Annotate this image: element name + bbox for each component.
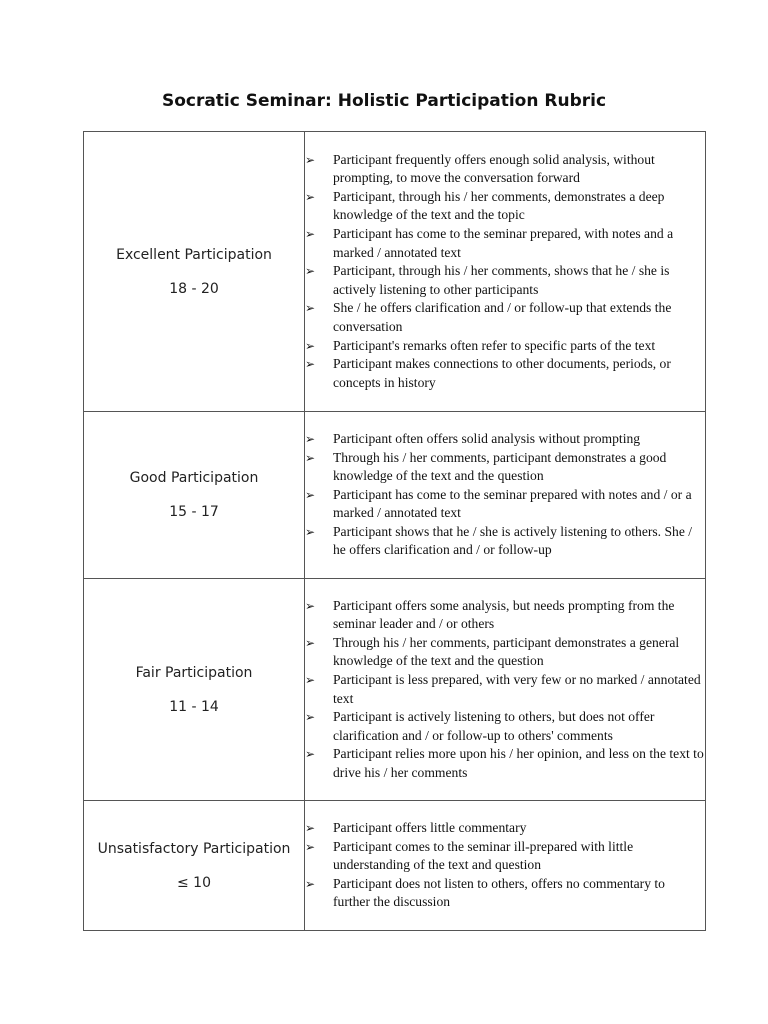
level-score: 18 - 20 [169, 280, 219, 297]
level-cell [84, 579, 305, 801]
criteria-item [305, 838, 705, 875]
criteria-item [305, 188, 705, 225]
level-name: Good Participation [129, 470, 259, 486]
criteria-text: Participant, through his / her comments, demonstrates a deep knowledge of the text and the topic [333, 188, 665, 223]
criteria-text: Participant makes connections to other documents, periods, or concepts in history [333, 356, 671, 390]
level-cell [84, 801, 305, 931]
rubric-table [83, 131, 706, 931]
arrow-bullet-icon: ➢ [305, 710, 316, 725]
criteria-text: Participant relies more upon his / her opinion, and less on the text to drive his / her comments [333, 746, 704, 780]
criteria-item [305, 355, 705, 392]
criteria-item [305, 299, 705, 336]
criteria-text: Participant's remarks often refer to specific parts of the text [333, 337, 656, 353]
criteria-item [305, 708, 705, 745]
criteria-cell [305, 579, 706, 801]
criteria-text: Participant has come to the seminar prepared with notes and / or a marked / annotated text [333, 486, 692, 521]
arrow-bullet-icon: ➢ [305, 301, 316, 316]
arrow-bullet-icon: ➢ [305, 431, 316, 446]
criteria-list [305, 597, 705, 783]
criteria-item [305, 597, 705, 634]
document-title: Socratic Seminar: Holistic Participation Rubric [161, 91, 607, 111]
level-name: Excellent Participation [116, 246, 272, 263]
criteria-item [305, 486, 705, 523]
criteria-item [305, 875, 705, 912]
rubric-row-excellent [84, 132, 706, 412]
arrow-bullet-icon: ➢ [305, 264, 316, 279]
criteria-item [305, 262, 705, 299]
criteria-item [305, 671, 705, 708]
criteria-text: Participant shows that he / she is actively listening to others. She / he offers clarification and / or follow-up [333, 523, 693, 558]
level-score: 15 - 17 [169, 504, 219, 520]
arrow-bullet-icon: ➢ [305, 450, 316, 465]
level-score: ≤ 10 [177, 874, 211, 891]
criteria-text: Through his / her comments, participant demonstrates a general knowledge of the text and the question [333, 634, 680, 669]
criteria-text: Participant frequently offers enough solid analysis, without prompting, to move the conversation forward [333, 151, 655, 186]
rubric-row-unsatisfactory [84, 801, 706, 931]
arrow-bullet-icon: ➢ [305, 524, 316, 539]
level-name: Fair Participation [135, 664, 253, 681]
arrow-bullet-icon: ➢ [305, 487, 316, 502]
criteria-text: Participant offers some analysis, but needs prompting from the seminar leader and / or others [333, 597, 675, 632]
criteria-text: Through his / her comments, participant demonstrates a good knowledge of the text and the question [333, 449, 667, 484]
level-cell [84, 412, 305, 579]
arrow-bullet-icon: ➢ [305, 189, 316, 204]
level-cell [84, 132, 305, 412]
rubric-row-good [84, 412, 706, 579]
criteria-text: Participant is actively listening to others, but does not offer clarification and / or follow-up to others' comments [333, 709, 655, 743]
criteria-item [305, 225, 705, 262]
criteria-item [305, 430, 705, 449]
arrow-bullet-icon: ➢ [305, 747, 316, 762]
criteria-item [305, 745, 705, 782]
criteria-item [305, 523, 705, 560]
criteria-text: Participant, through his / her comments, shows that he / she is actively listening to other participants [333, 263, 670, 297]
criteria-item [305, 151, 705, 188]
criteria-list [305, 151, 705, 393]
arrow-bullet-icon: ➢ [305, 598, 316, 613]
criteria-text: Participant does not listen to others, offers no commentary to further the discussion [333, 875, 665, 910]
level-name: Unsatisfactory Participation [97, 840, 291, 857]
arrow-bullet-icon: ➢ [305, 635, 316, 650]
criteria-item [305, 634, 705, 671]
criteria-text: Participant is less prepared, with very few or no marked / annotated text [333, 671, 701, 706]
arrow-bullet-icon: ➢ [305, 672, 316, 687]
arrow-bullet-icon: ➢ [305, 227, 316, 242]
arrow-bullet-icon: ➢ [305, 876, 316, 891]
rubric-row-fair [84, 579, 706, 801]
criteria-cell [305, 412, 706, 579]
criteria-list [305, 819, 705, 912]
arrow-bullet-icon: ➢ [305, 839, 316, 854]
criteria-cell [305, 132, 706, 412]
criteria-item [305, 819, 705, 838]
criteria-cell [305, 801, 706, 931]
criteria-text: Participant offers little commentary [333, 820, 527, 836]
level-score: 11 - 14 [169, 698, 219, 715]
criteria-list [305, 430, 705, 560]
arrow-bullet-icon: ➢ [305, 357, 316, 372]
criteria-text: She / he offers clarification and / or follow-up that extends the conversation [333, 300, 672, 334]
criteria-text: Participant often offers solid analysis without prompting [333, 430, 641, 446]
criteria-item [305, 337, 705, 356]
criteria-text: Participant has come to the seminar prepared, with notes and a marked / annotated text [333, 226, 674, 260]
arrow-bullet-icon: ➢ [305, 821, 316, 836]
arrow-bullet-icon: ➢ [305, 338, 316, 353]
arrow-bullet-icon: ➢ [305, 152, 316, 167]
criteria-text: Participant comes to the seminar ill-prepared with little understanding of the text and question [333, 838, 634, 873]
criteria-item [305, 449, 705, 486]
